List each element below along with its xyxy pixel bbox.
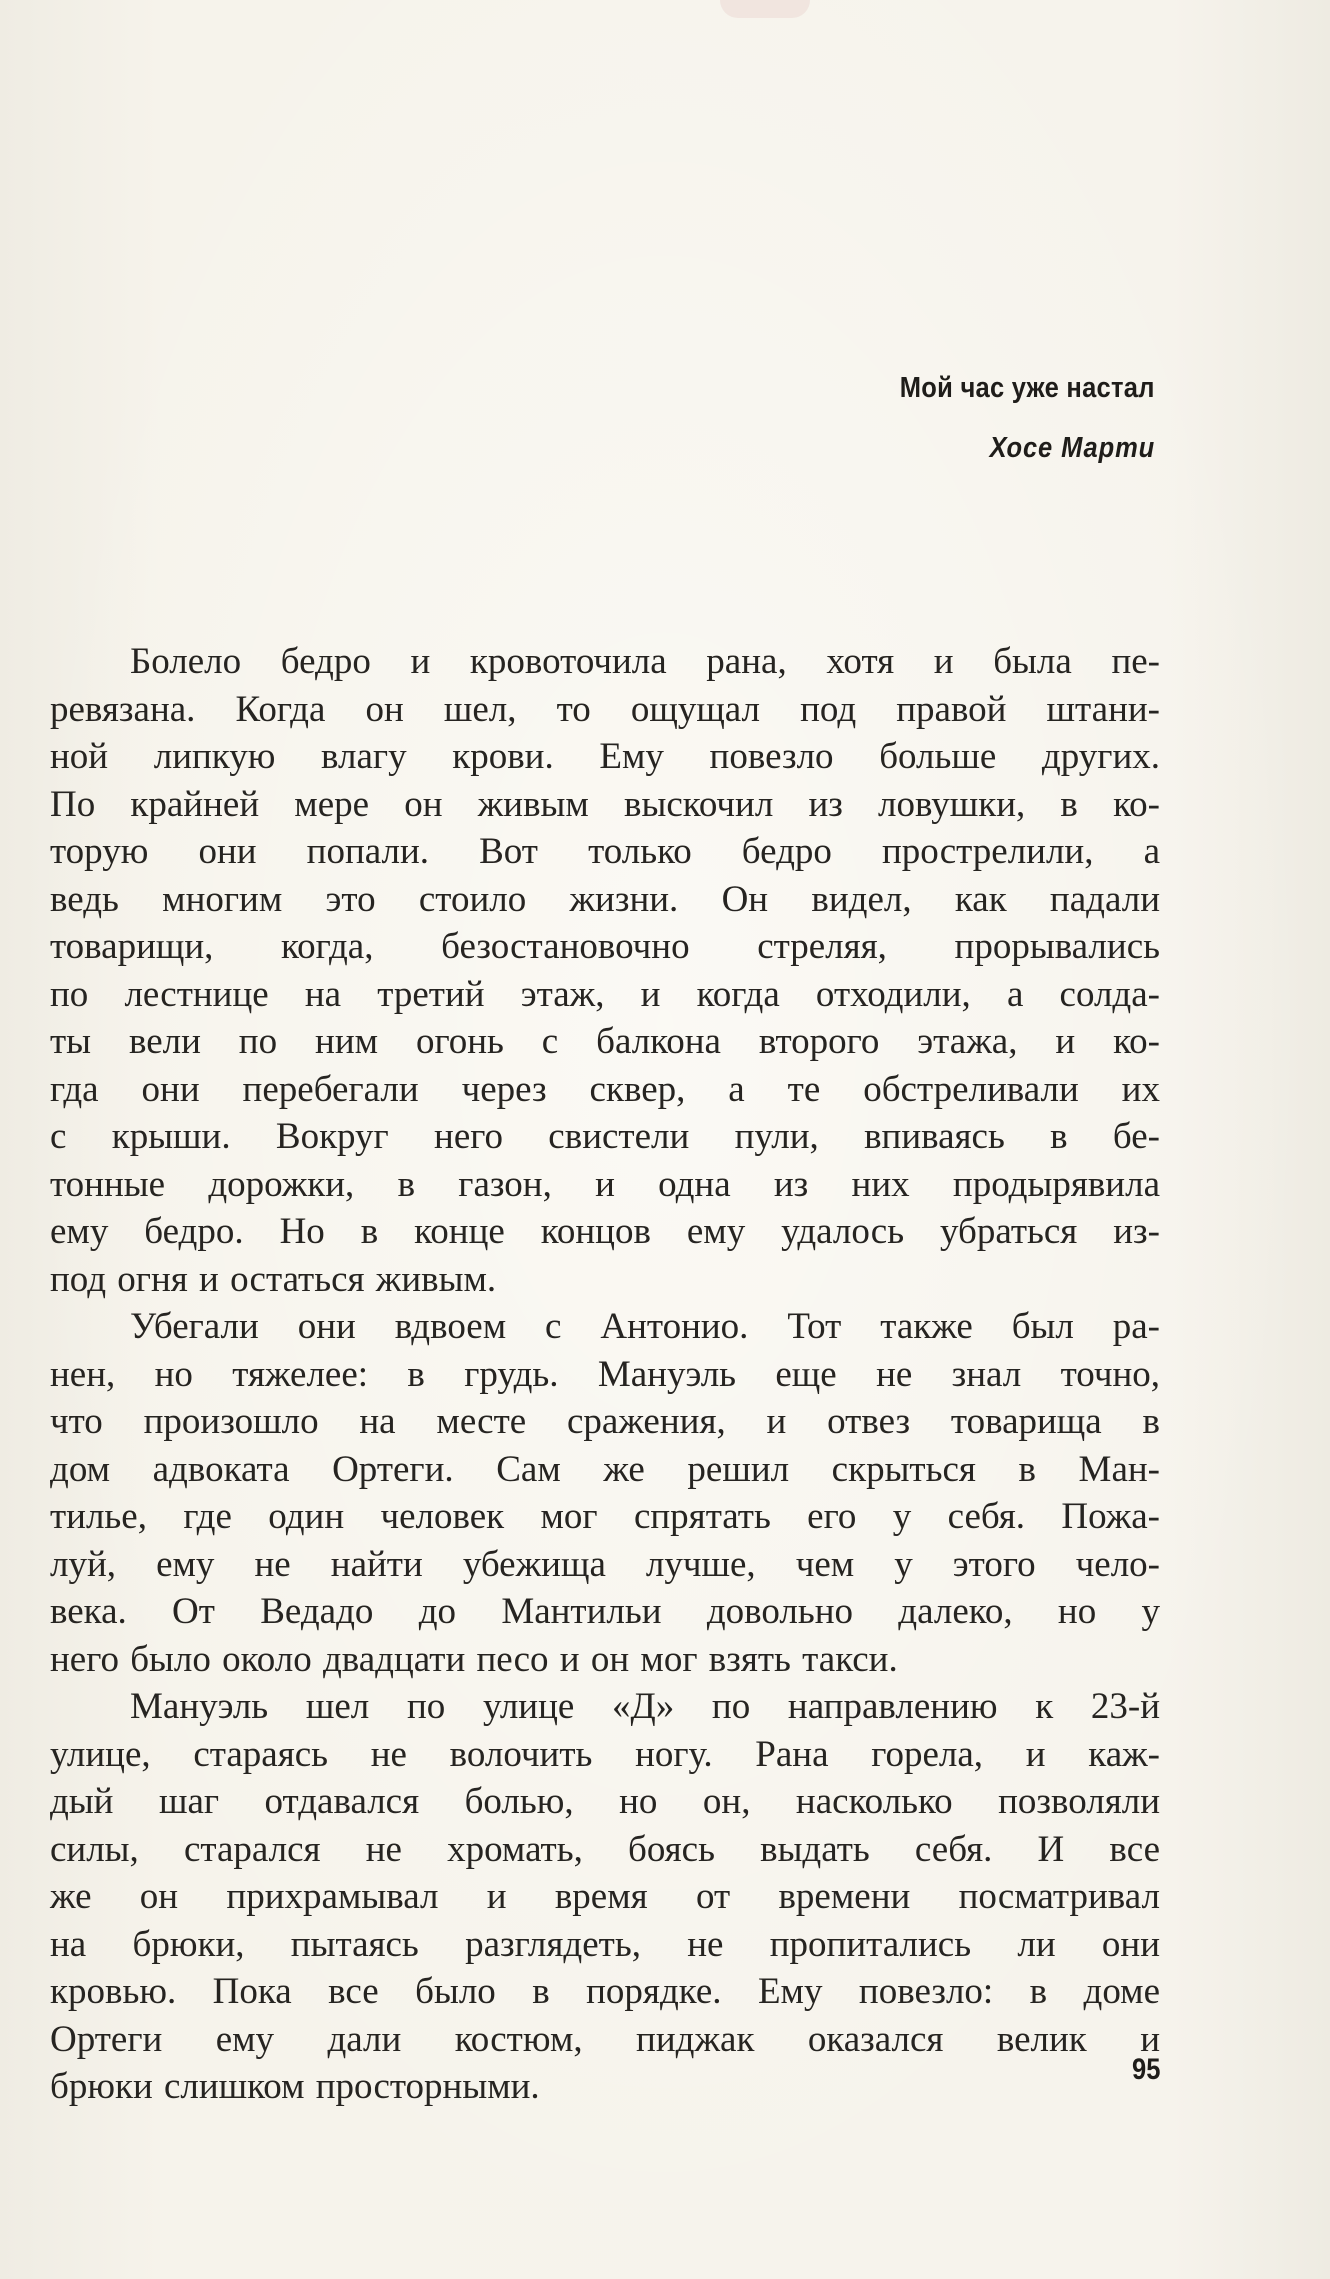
text-line: кровью. Пока все было в порядке. Ему повезло: в доме — [50, 1971, 1160, 2012]
text-line: гда они перебегали через сквер, а те обстреливали их — [50, 1068, 1160, 1110]
text-line: дый шаг отдавался болью, но он, насколько позволяли — [50, 1781, 1160, 1822]
text-line: нен, но тяжелее: в грудь. Мануэль еще не знал точно, — [50, 1353, 1160, 1395]
text-line: по лестнице на третий этаж, и когда отходили, а солда- — [50, 973, 1160, 1015]
text-line: торую они попали. Вот только бедро прострелили, а — [50, 831, 1160, 872]
text-line: что произошло на месте сражения, и отвез товарища в — [50, 1401, 1160, 1442]
text-line: Болело бедро и кровоточила рана, хотя и была пе- — [130, 641, 1160, 682]
text-line: Ортеги ему дали костюм, пиджак оказался велик и — [50, 2018, 1160, 2060]
epigraph-author: Хосе Марти — [989, 432, 1155, 464]
text-line: на брюки, пытаясь разглядеть, не пропитались ли они — [50, 1923, 1160, 1965]
text-line: луй, ему не найти убежища лучше, чем у этого чело- — [50, 1543, 1160, 1585]
text-line: ревязана. Когда он шел, то ощущал под правой штани- — [50, 688, 1160, 730]
text-line: брюки слишком просторными. — [50, 2066, 540, 2107]
text-line: под огня и остаться живым. — [50, 1258, 497, 1300]
epigraph-quote: Мой час уже настал — [900, 372, 1155, 404]
text-line: ной липкую влагу крови. Ему повезло больше других. — [50, 736, 1160, 777]
text-line: улице, стараясь не волочить ногу. Рана горела, и каж- — [50, 1733, 1160, 1775]
text-line: По крайней мере он живым выскочил из ловушки, в ко- — [50, 783, 1160, 825]
page-edge-mark — [720, 0, 810, 18]
text-line: же он прихрамывал и время от времени посматривал — [50, 1876, 1160, 1917]
text-line: ведь многим это стоило жизни. Он видел, как падали — [50, 878, 1160, 920]
text-line: ему бедро. Но в конце концов ему удалось убраться из- — [50, 1211, 1160, 1252]
text-line: него было около двадцати песо и он мог взять такси. — [50, 1638, 898, 1680]
page-number: 95 — [1131, 2053, 1160, 2086]
text-line: товарищи, когда, безостановочно стреляя, прорывались — [50, 926, 1160, 967]
text-line: тилье, где один человек мог спрятать его у себя. Пожа- — [50, 1496, 1160, 1537]
body-text — [50, 638, 1160, 2111]
text-line: Убегали они вдвоем с Антонио. Тот также был ра- — [130, 1306, 1160, 1347]
text-line: силы, старался не хромать, боясь выдать себя. И все — [50, 1828, 1160, 1870]
text-line: ты вели по ним огонь с балкона второго этажа, и ко- — [50, 1021, 1160, 1062]
text-line: тонные дорожки, в газон, и одна из них продырявила — [50, 1163, 1160, 1205]
text-line: Мануэль шел по улице «Д» по направлению к 23-й — [130, 1686, 1160, 1727]
text-line: с крыши. Вокруг него свистели пули, впиваясь в бе- — [50, 1116, 1160, 1157]
text-line: века. От Ведадо до Мантильи довольно далеко, но у — [50, 1591, 1160, 1632]
text-line: дом адвоката Ортеги. Сам же решил скрыться в Ман- — [50, 1448, 1160, 1490]
